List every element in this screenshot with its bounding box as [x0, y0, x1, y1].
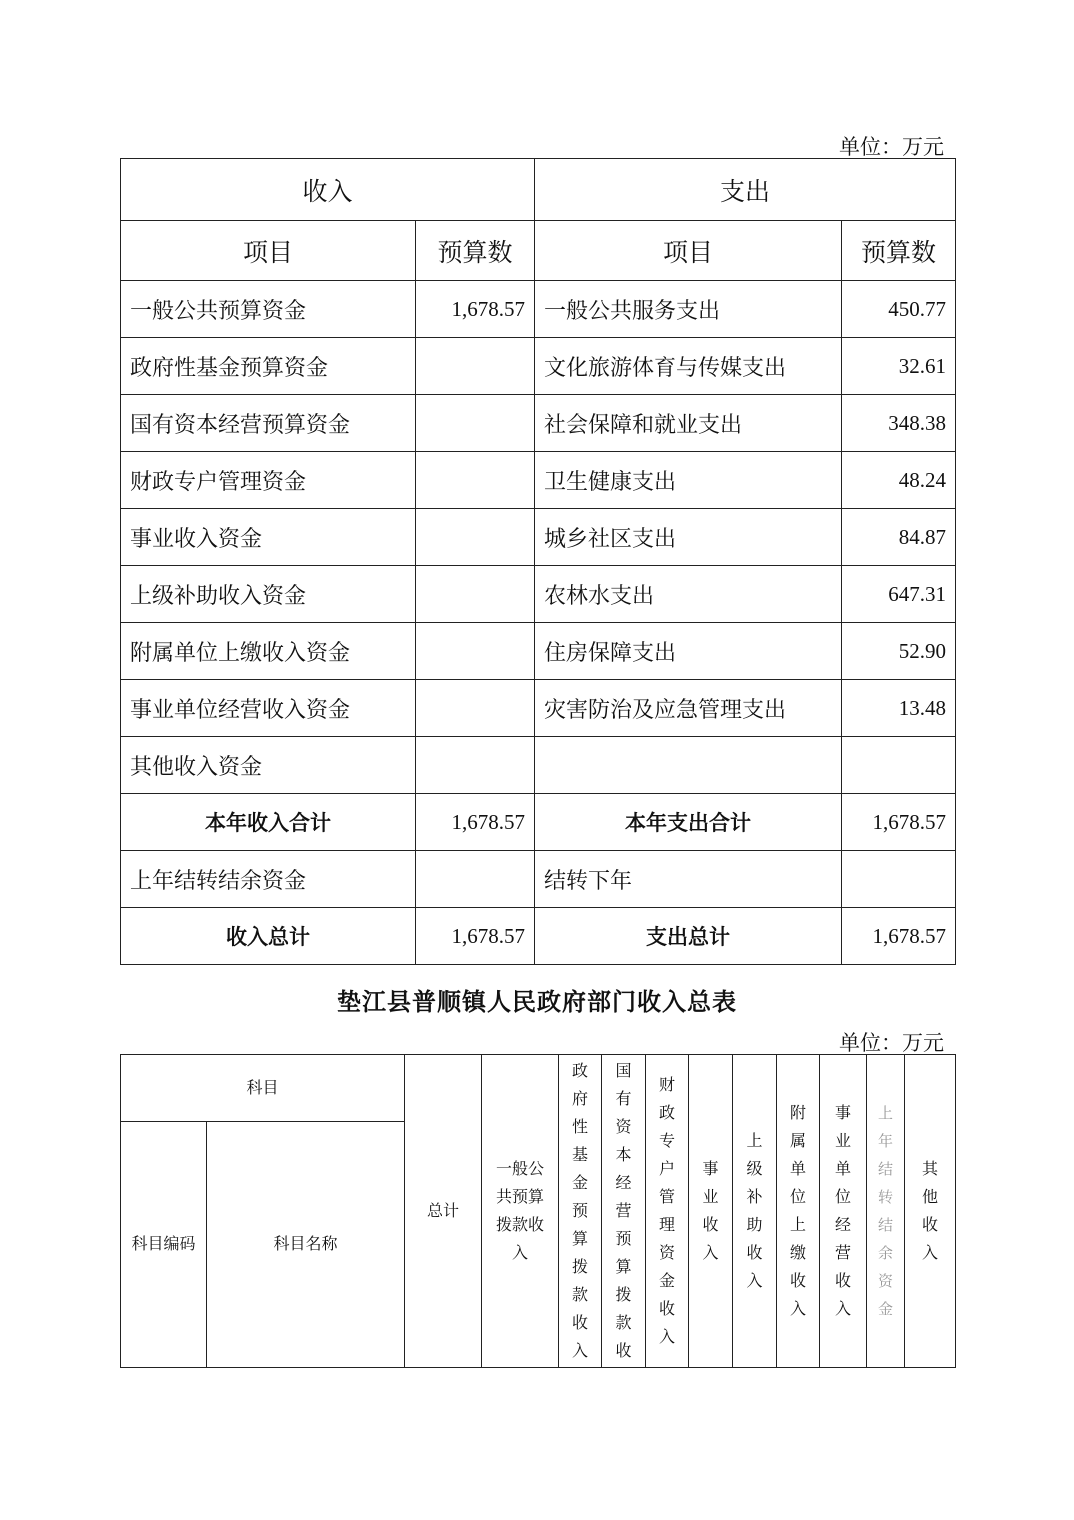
income-value — [416, 338, 535, 395]
table-row — [121, 737, 956, 794]
table-row — [121, 509, 956, 566]
expense-value: 48.24 — [842, 452, 956, 509]
expense-total-value: 1,678.57 — [842, 908, 956, 965]
expense-item: 城乡社区支出 — [535, 509, 842, 566]
income-item: 事业收入资金 — [121, 509, 416, 566]
table-row — [121, 281, 956, 338]
income-total-label: 收入总计 — [121, 908, 416, 965]
prior-balance-value — [416, 851, 535, 908]
expense-value — [842, 737, 956, 794]
business-income-header: 事 业 收 入 — [689, 1055, 733, 1368]
table-row — [121, 680, 956, 737]
carry-forward-value — [842, 851, 956, 908]
expense-item: 一般公共服务支出 — [535, 281, 842, 338]
table-row — [121, 623, 956, 680]
expense-item-col-header: 项目 — [535, 221, 842, 281]
subject-header: 科目 — [121, 1055, 405, 1122]
expense-budget-col-header: 预算数 — [842, 221, 956, 281]
income-value — [416, 680, 535, 737]
expense-value: 32.61 — [842, 338, 956, 395]
budget-summary-table — [120, 158, 956, 965]
expense-value: 52.90 — [842, 623, 956, 680]
income-total-value: 1,678.57 — [416, 908, 535, 965]
income-item: 政府性基金预算资金 — [121, 338, 416, 395]
expense-item: 社会保障和就业支出 — [535, 395, 842, 452]
income-value — [416, 737, 535, 794]
income-item-col-header: 项目 — [121, 221, 416, 281]
expense-value: 84.87 — [842, 509, 956, 566]
income-summary-title: 垫江县普顺镇人民政府部门收入总表 — [337, 987, 737, 1016]
expense-item: 住房保障支出 — [535, 623, 842, 680]
expense-subtotal-value: 1,678.57 — [842, 794, 956, 851]
expense-value: 13.48 — [842, 680, 956, 737]
income-item: 其他收入资金 — [121, 737, 416, 794]
unit-label-2: 单位：万元 — [839, 1031, 944, 1055]
income-subtotal-label: 本年收入合计 — [121, 794, 416, 851]
expense-item: 农林水支出 — [535, 566, 842, 623]
expense-value: 450.77 — [842, 281, 956, 338]
income-value — [416, 623, 535, 680]
income-subtotal-value: 1,678.57 — [416, 794, 535, 851]
table-row — [121, 338, 956, 395]
carry-forward-item: 结转下年 — [535, 851, 842, 908]
income-value — [416, 395, 535, 452]
superior-subsidy-header: 上 级 补 助 收 入 — [733, 1055, 777, 1368]
income-item: 财政专户管理资金 — [121, 452, 416, 509]
other-income-header: 其 他 收 入 — [905, 1055, 956, 1368]
income-item: 一般公共预算资金 — [121, 281, 416, 338]
total-row — [121, 908, 956, 965]
unit-label: 单位：万元 — [839, 135, 944, 159]
income-item: 事业单位经营收入资金 — [121, 680, 416, 737]
income-item: 附属单位上缴收入资金 — [121, 623, 416, 680]
expense-item: 灾害防治及应急管理支出 — [535, 680, 842, 737]
subtotal-row — [121, 794, 956, 851]
income-summary-table — [120, 1054, 956, 1368]
table-row — [121, 395, 956, 452]
prior-balance-item: 上年结转结余资金 — [121, 851, 416, 908]
state-capital-header: 国 有 资 本 经 营 预 算 拨 款 收 — [602, 1055, 646, 1368]
income-value: 1,678.57 — [416, 281, 535, 338]
expense-subtotal-label: 本年支出合计 — [535, 794, 842, 851]
income-item: 国有资本经营预算资金 — [121, 395, 416, 452]
income-header: 收入 — [121, 159, 535, 221]
total-header: 总计 — [405, 1055, 482, 1368]
prior-balance-header: 上 年 结 转 结 余 资 金 — [867, 1055, 905, 1368]
income-value — [416, 452, 535, 509]
table-row — [121, 452, 956, 509]
gov-fund-header: 政 府 性 基 金 预 算 拨 款 收 入 — [559, 1055, 602, 1368]
affiliated-income-header: 附 属 单 位 上 缴 收 入 — [777, 1055, 820, 1368]
expense-value: 348.38 — [842, 395, 956, 452]
subject-code-header: 科目编码 — [121, 1121, 207, 1367]
expense-value: 647.31 — [842, 566, 956, 623]
expense-item: 卫生健康支出 — [535, 452, 842, 509]
general-budget-header: 一般公 共预算 拨款收 入 — [482, 1055, 559, 1368]
carry-row — [121, 851, 956, 908]
expense-total-label: 支出总计 — [535, 908, 842, 965]
income-budget-col-header: 预算数 — [416, 221, 535, 281]
expense-item — [535, 737, 842, 794]
income-item: 上级补助收入资金 — [121, 566, 416, 623]
expense-item: 文化旅游体育与传媒支出 — [535, 338, 842, 395]
table-row — [121, 566, 956, 623]
operating-income-header: 事 业 单 位 经 营 收 入 — [820, 1055, 867, 1368]
income-value — [416, 566, 535, 623]
income-value — [416, 509, 535, 566]
subject-name-header: 科目名称 — [207, 1121, 405, 1367]
expense-header: 支出 — [535, 159, 956, 221]
fiscal-account-header: 财 政 专 户 管 理 资 金 收 入 — [646, 1055, 689, 1368]
